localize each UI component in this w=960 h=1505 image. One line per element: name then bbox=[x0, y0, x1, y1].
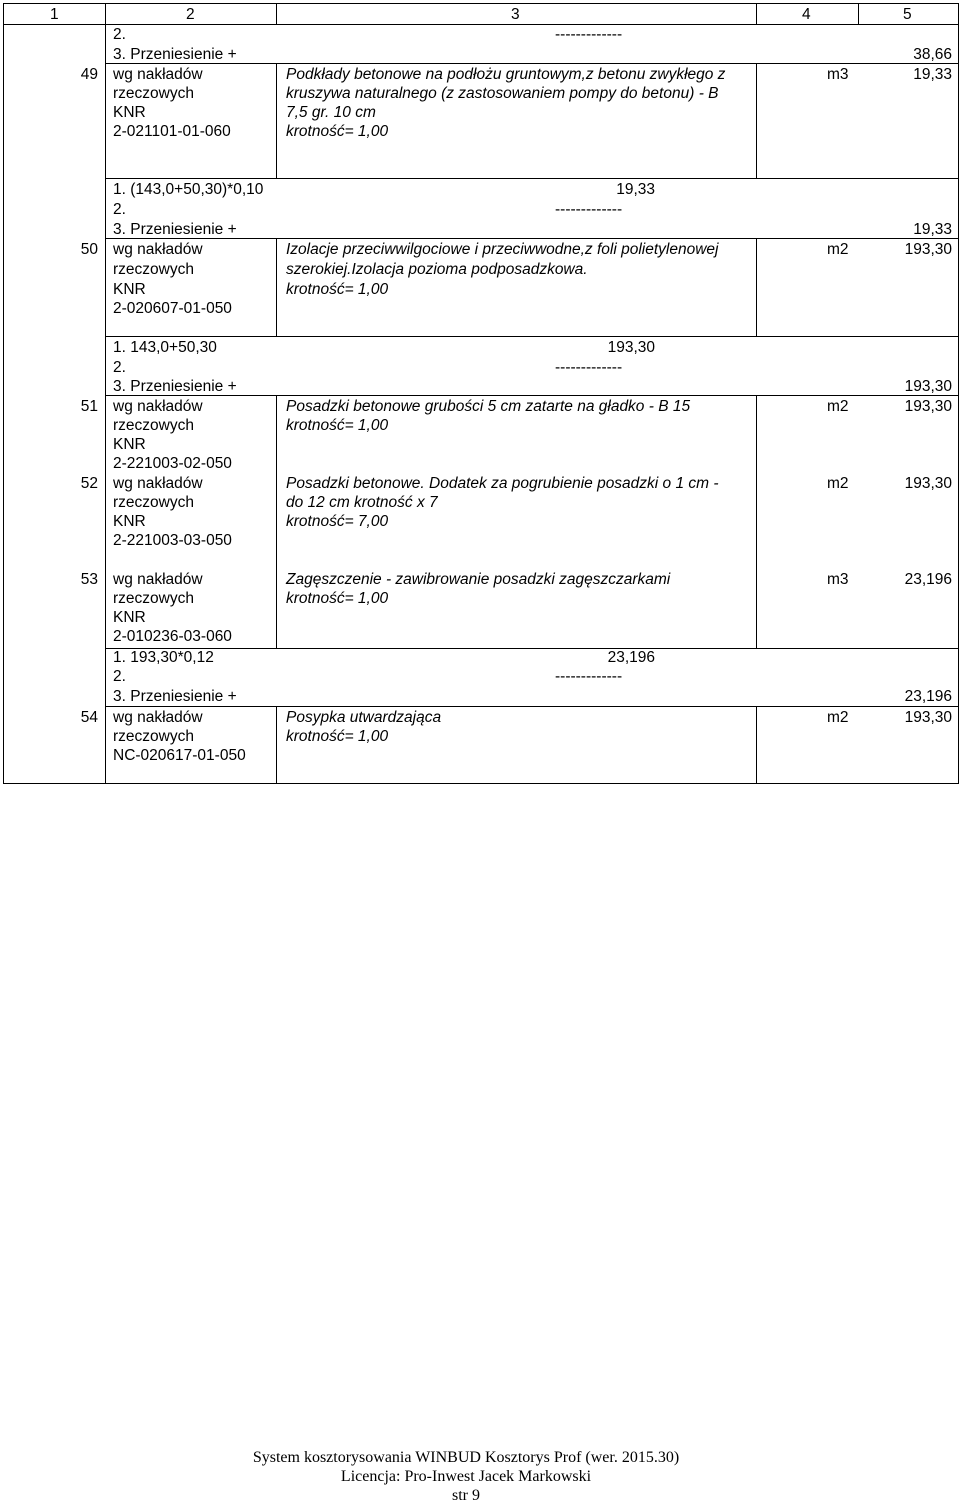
unit: m2 bbox=[827, 709, 849, 726]
column-header-3: 3 bbox=[511, 6, 520, 23]
basis-line: rzeczowych bbox=[113, 417, 194, 434]
row-rule bbox=[105, 336, 959, 337]
description-line: Izolacje przeciwwilgociowe i przeciwwodne,z foli polietylenowej bbox=[286, 241, 719, 258]
column-divider-2 bbox=[276, 63, 277, 178]
carry-over-value: 38,66 bbox=[913, 46, 952, 63]
calc-dashes: ------------- bbox=[555, 359, 623, 376]
calc-line: 1. 193,30*0,12 bbox=[113, 649, 214, 666]
multiplier: krotność= 1,00 bbox=[286, 123, 389, 140]
carry-over-label: 3. Przeniesienie + bbox=[113, 221, 237, 238]
basis-line: rzeczowych bbox=[113, 494, 194, 511]
item-number: 53 bbox=[80, 571, 98, 588]
column-divider-3 bbox=[756, 238, 757, 336]
column-header-2: 2 bbox=[186, 6, 195, 23]
description-line: kruszywa naturalnego (z zastosowaniem pompy do betonu) - B bbox=[286, 85, 719, 102]
column-header-4: 4 bbox=[802, 6, 811, 23]
basis-line: wg nakładów bbox=[113, 66, 203, 83]
multiplier: krotność= 1,00 bbox=[286, 281, 389, 298]
calc-value: 193,30 bbox=[607, 339, 655, 356]
description-line: Posadzki betonowe grubości 5 cm zatarte na gładko - B 15 bbox=[286, 398, 691, 415]
description-line: szerokiej.Izolacja pozioma podposadzkowa. bbox=[286, 261, 588, 278]
row-rule bbox=[105, 178, 959, 179]
column-divider-3 bbox=[756, 63, 757, 178]
quantity: 193,30 bbox=[904, 398, 952, 415]
table-border-bottom bbox=[3, 783, 959, 784]
calc-sep-number: 2. bbox=[113, 359, 126, 376]
calc-sep-number: 2. bbox=[113, 26, 126, 43]
basis-line: 2-221003-03-050 bbox=[113, 532, 232, 549]
basis-line: NC-020617-01-050 bbox=[113, 747, 246, 764]
item-number: 49 bbox=[80, 66, 98, 83]
description-line: Posypka utwardzająca bbox=[286, 709, 442, 726]
multiplier: krotność= 1,00 bbox=[286, 728, 389, 745]
basis-line: KNR bbox=[113, 436, 146, 453]
item-number: 54 bbox=[80, 709, 98, 726]
basis-line: wg nakładów bbox=[113, 241, 203, 258]
basis-line: wg nakładów bbox=[113, 709, 203, 726]
table-border-left bbox=[3, 3, 4, 783]
basis-line: 2-021101-01-060 bbox=[113, 123, 231, 140]
basis-line: KNR bbox=[113, 513, 146, 530]
item-number: 51 bbox=[80, 398, 98, 415]
quantity: 23,196 bbox=[904, 571, 952, 588]
column-divider-1 bbox=[105, 3, 106, 783]
carry-over-label: 3. Przeniesienie + bbox=[113, 378, 237, 395]
calc-dashes: ------------- bbox=[555, 668, 623, 685]
basis-line: KNR bbox=[113, 281, 146, 298]
description-line: do 12 cm krotność x 7 bbox=[286, 494, 438, 511]
calc-value: 23,196 bbox=[607, 649, 655, 666]
carry-over-value: 23,196 bbox=[904, 688, 952, 705]
unit: m2 bbox=[827, 398, 849, 415]
unit: m3 bbox=[827, 571, 849, 588]
quantity: 193,30 bbox=[904, 709, 952, 726]
column-divider-2 bbox=[276, 395, 277, 648]
column-header-1: 1 bbox=[50, 6, 59, 23]
unit: m2 bbox=[827, 241, 849, 258]
column-divider-3 bbox=[756, 3, 757, 24]
description-line: Podkłady betonowe na podłożu gruntowym,z betonu zwykłego z bbox=[286, 66, 726, 83]
basis-line: rzeczowych bbox=[113, 590, 194, 607]
column-divider-3 bbox=[756, 395, 757, 648]
column-divider-3 bbox=[756, 706, 757, 783]
calc-line: 1. (143,0+50,30)*0,10 bbox=[113, 181, 264, 198]
unit: m3 bbox=[827, 66, 849, 83]
unit: m2 bbox=[827, 475, 849, 492]
carry-over-value: 19,33 bbox=[913, 221, 952, 238]
carry-over-label: 3. Przeniesienie + bbox=[113, 688, 237, 705]
table-border-right bbox=[958, 3, 959, 783]
column-divider-2 bbox=[276, 3, 277, 24]
footer-page-number: str 9 bbox=[452, 1487, 480, 1504]
description-line: 7,5 gr. 10 cm bbox=[286, 104, 376, 121]
basis-line: rzeczowych bbox=[113, 85, 194, 102]
quantity: 193,30 bbox=[904, 241, 952, 258]
basis-line: wg nakładów bbox=[113, 571, 203, 588]
column-header-5: 5 bbox=[903, 6, 912, 23]
calc-sep-number: 2. bbox=[113, 201, 126, 218]
header-rule bbox=[3, 24, 959, 25]
calc-line: 1. 143,0+50,30 bbox=[113, 339, 217, 356]
multiplier: krotność= 1,00 bbox=[286, 590, 389, 607]
carry-over-label: 3. Przeniesienie + bbox=[113, 46, 237, 63]
calc-dashes: ------------- bbox=[555, 26, 623, 43]
table-border-top bbox=[3, 3, 959, 4]
calc-sep-number: 2. bbox=[113, 668, 126, 685]
basis-line: rzeczowych bbox=[113, 728, 194, 745]
basis-line: wg nakładów bbox=[113, 475, 203, 492]
multiplier: krotność= 1,00 bbox=[286, 417, 389, 434]
basis-line: KNR bbox=[113, 104, 146, 121]
column-divider-4 bbox=[858, 3, 859, 24]
item-number: 52 bbox=[80, 475, 98, 492]
description-line: Zagęszczenie - zawibrowanie posadzki zagęszczarkami bbox=[286, 571, 671, 588]
column-divider-2 bbox=[276, 706, 277, 783]
row-rule bbox=[105, 706, 959, 707]
item-number: 50 bbox=[80, 241, 98, 258]
column-divider-2 bbox=[276, 238, 277, 336]
basis-line: 2-020607-01-050 bbox=[113, 300, 232, 317]
basis-line: rzeczowych bbox=[113, 261, 194, 278]
description-line: Posadzki betonowe. Dodatek za pogrubienie posadzki o 1 cm - bbox=[286, 475, 719, 492]
basis-line: KNR bbox=[113, 609, 146, 626]
quantity: 193,30 bbox=[904, 475, 952, 492]
multiplier: krotność= 7,00 bbox=[286, 513, 389, 530]
basis-line: 2-221003-02-050 bbox=[113, 455, 232, 472]
basis-line: wg nakładów bbox=[113, 398, 203, 415]
row-rule bbox=[105, 648, 959, 649]
footer-software: System kosztorysowania WINBUD Kosztorys Prof (wer. 2015.30) bbox=[252, 1449, 680, 1466]
carry-over-value: 193,30 bbox=[904, 378, 952, 395]
basis-line: 2-010236-03-060 bbox=[113, 628, 232, 645]
quantity: 19,33 bbox=[913, 66, 952, 83]
calc-dashes: ------------- bbox=[555, 201, 623, 218]
calc-value: 19,33 bbox=[616, 181, 655, 198]
footer-license: Licencja: Pro-Inwest Jacek Markowski bbox=[340, 1468, 592, 1485]
